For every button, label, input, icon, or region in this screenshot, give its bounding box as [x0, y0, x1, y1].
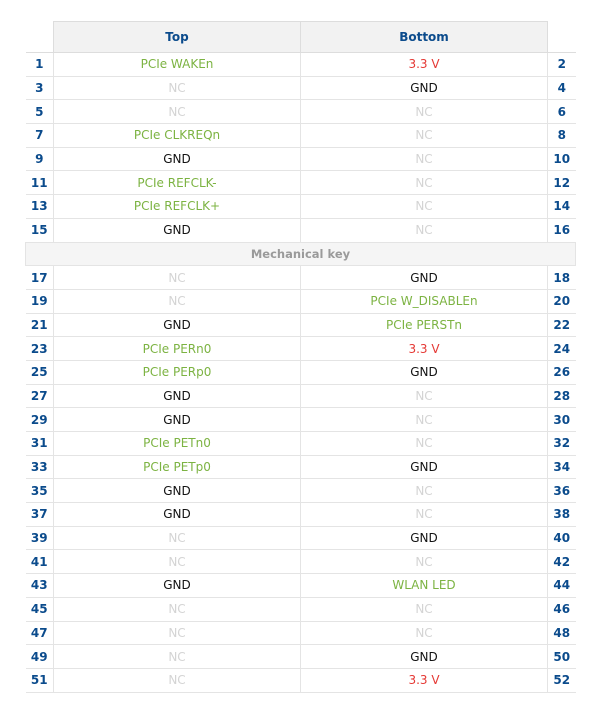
pin-signal-top: GND — [54, 313, 301, 337]
pin-signal-top: GND — [54, 408, 301, 432]
pin-number-right: 48 — [548, 621, 576, 645]
header-bottom: Bottom — [301, 22, 548, 53]
pin-number-right: 38 — [548, 503, 576, 527]
pin-signal-bottom: NC — [301, 597, 548, 621]
pin-number-right: 30 — [548, 408, 576, 432]
table-row — [26, 124, 576, 148]
pin-number-left: 21 — [26, 313, 54, 337]
pin-signal-bottom: NC — [301, 100, 548, 124]
table-row — [26, 574, 576, 598]
pin-signal-top: PCIe REFCLK- — [54, 171, 301, 195]
pin-signal-top: NC — [54, 76, 301, 100]
pin-number-left: 13 — [26, 195, 54, 219]
table-row — [26, 147, 576, 171]
pin-number-right: 34 — [548, 455, 576, 479]
pin-number-left: 23 — [26, 337, 54, 361]
pin-signal-top: NC — [54, 597, 301, 621]
table-row — [26, 171, 576, 195]
pin-number-left: 15 — [26, 218, 54, 242]
pin-number-right: 44 — [548, 574, 576, 598]
table-row — [26, 53, 576, 77]
table-row — [26, 76, 576, 100]
pin-number-right: 26 — [548, 360, 576, 384]
table-row — [26, 526, 576, 550]
pin-number-right: 24 — [548, 337, 576, 361]
pin-signal-bottom: NC — [301, 147, 548, 171]
pin-number-left: 29 — [26, 408, 54, 432]
mechanical-key-section — [26, 242, 576, 266]
pin-signal-top: NC — [54, 266, 301, 290]
pins-after-key — [26, 266, 576, 692]
table-row — [26, 432, 576, 456]
pinout-table — [25, 21, 576, 693]
table-row — [26, 100, 576, 124]
header-corner-left — [26, 22, 54, 53]
pin-signal-bottom: NC — [301, 408, 548, 432]
pin-number-left: 33 — [26, 455, 54, 479]
pin-signal-top: GND — [54, 479, 301, 503]
pin-number-right: 20 — [548, 289, 576, 313]
pin-number-left: 19 — [26, 289, 54, 313]
pins-before-key — [26, 53, 576, 243]
header-top: Top — [54, 22, 301, 53]
pin-signal-top: NC — [54, 526, 301, 550]
pin-number-left: 41 — [26, 550, 54, 574]
pin-number-left: 51 — [26, 668, 54, 692]
pin-signal-bottom: NC — [301, 384, 548, 408]
pin-signal-top: PCIe PERp0 — [54, 360, 301, 384]
pin-number-right: 42 — [548, 550, 576, 574]
pin-number-right: 10 — [548, 147, 576, 171]
pin-signal-bottom: NC — [301, 550, 548, 574]
pin-number-right: 40 — [548, 526, 576, 550]
pin-number-left: 35 — [26, 479, 54, 503]
pin-signal-top: NC — [54, 621, 301, 645]
table-row — [26, 668, 576, 692]
pin-signal-bottom: NC — [301, 218, 548, 242]
pin-signal-top: PCIe PERn0 — [54, 337, 301, 361]
pin-signal-top: NC — [54, 100, 301, 124]
pin-number-left: 31 — [26, 432, 54, 456]
pin-signal-top: NC — [54, 550, 301, 574]
pin-number-left: 43 — [26, 574, 54, 598]
table-header-row — [26, 22, 576, 53]
pin-number-right: 46 — [548, 597, 576, 621]
pin-number-right: 32 — [548, 432, 576, 456]
table-row — [26, 337, 576, 361]
table-row — [26, 455, 576, 479]
pin-signal-bottom: NC — [301, 171, 548, 195]
pin-signal-top: PCIe PETn0 — [54, 432, 301, 456]
pin-number-left: 45 — [26, 597, 54, 621]
mechanical-key-label: Mechanical key — [26, 242, 576, 266]
pin-number-right: 14 — [548, 195, 576, 219]
pin-signal-bottom: 3.3 V — [301, 668, 548, 692]
pin-signal-bottom: PCIe W_DISABLEn — [301, 289, 548, 313]
pin-number-right: 28 — [548, 384, 576, 408]
pin-number-right: 36 — [548, 479, 576, 503]
table-row — [26, 218, 576, 242]
pin-signal-bottom: GND — [301, 76, 548, 100]
pin-signal-bottom: NC — [301, 621, 548, 645]
pin-number-right: 4 — [548, 76, 576, 100]
pin-number-left: 25 — [26, 360, 54, 384]
pin-number-left: 37 — [26, 503, 54, 527]
pin-signal-top: GND — [54, 503, 301, 527]
table-row — [26, 384, 576, 408]
pin-number-right: 8 — [548, 124, 576, 148]
pin-number-left: 39 — [26, 526, 54, 550]
pin-number-right: 16 — [548, 218, 576, 242]
pin-signal-bottom: GND — [301, 526, 548, 550]
pin-signal-top: GND — [54, 574, 301, 598]
table-row — [26, 645, 576, 669]
pin-signal-top: PCIe WAKEn — [54, 53, 301, 77]
pin-number-right: 52 — [548, 668, 576, 692]
pin-signal-top: GND — [54, 384, 301, 408]
pin-signal-bottom: NC — [301, 432, 548, 456]
table-row — [26, 503, 576, 527]
pinout-table-wrapper — [25, 21, 575, 693]
pin-number-right: 2 — [548, 53, 576, 77]
pin-number-right: 12 — [548, 171, 576, 195]
table-row — [26, 360, 576, 384]
table-row — [26, 479, 576, 503]
pin-number-left: 17 — [26, 266, 54, 290]
pin-signal-bottom: PCIe PERSTn — [301, 313, 548, 337]
pin-signal-bottom: GND — [301, 645, 548, 669]
pin-number-left: 27 — [26, 384, 54, 408]
pin-signal-bottom: GND — [301, 360, 548, 384]
table-row — [26, 408, 576, 432]
pin-number-right: 18 — [548, 266, 576, 290]
table-row — [26, 597, 576, 621]
pin-number-left: 49 — [26, 645, 54, 669]
pin-signal-top: GND — [54, 147, 301, 171]
pin-number-left: 9 — [26, 147, 54, 171]
pin-number-left: 11 — [26, 171, 54, 195]
table-row — [26, 266, 576, 290]
pin-signal-bottom: GND — [301, 266, 548, 290]
pin-signal-bottom: WLAN LED — [301, 574, 548, 598]
pin-signal-top: PCIe REFCLK+ — [54, 195, 301, 219]
pin-number-left: 5 — [26, 100, 54, 124]
pin-signal-top: GND — [54, 218, 301, 242]
mechanical-key-row — [26, 242, 576, 266]
pin-signal-bottom: GND — [301, 455, 548, 479]
pin-signal-bottom: 3.3 V — [301, 53, 548, 77]
pin-number-left: 7 — [26, 124, 54, 148]
pin-number-left: 3 — [26, 76, 54, 100]
pin-signal-bottom: NC — [301, 479, 548, 503]
table-row — [26, 313, 576, 337]
table-row — [26, 195, 576, 219]
header-corner-right — [548, 22, 576, 53]
pin-signal-top: PCIe CLKREQn — [54, 124, 301, 148]
pin-number-left: 1 — [26, 53, 54, 77]
pin-signal-bottom: NC — [301, 503, 548, 527]
table-row — [26, 621, 576, 645]
pin-signal-bottom: 3.3 V — [301, 337, 548, 361]
pin-signal-bottom: NC — [301, 124, 548, 148]
pin-number-left: 47 — [26, 621, 54, 645]
pin-number-right: 22 — [548, 313, 576, 337]
pin-number-right: 6 — [548, 100, 576, 124]
pin-number-right: 50 — [548, 645, 576, 669]
table-row — [26, 289, 576, 313]
pin-signal-top: PCIe PETp0 — [54, 455, 301, 479]
pin-signal-top: NC — [54, 645, 301, 669]
pin-signal-top: NC — [54, 668, 301, 692]
pin-signal-top: NC — [54, 289, 301, 313]
table-row — [26, 550, 576, 574]
pin-signal-bottom: NC — [301, 195, 548, 219]
